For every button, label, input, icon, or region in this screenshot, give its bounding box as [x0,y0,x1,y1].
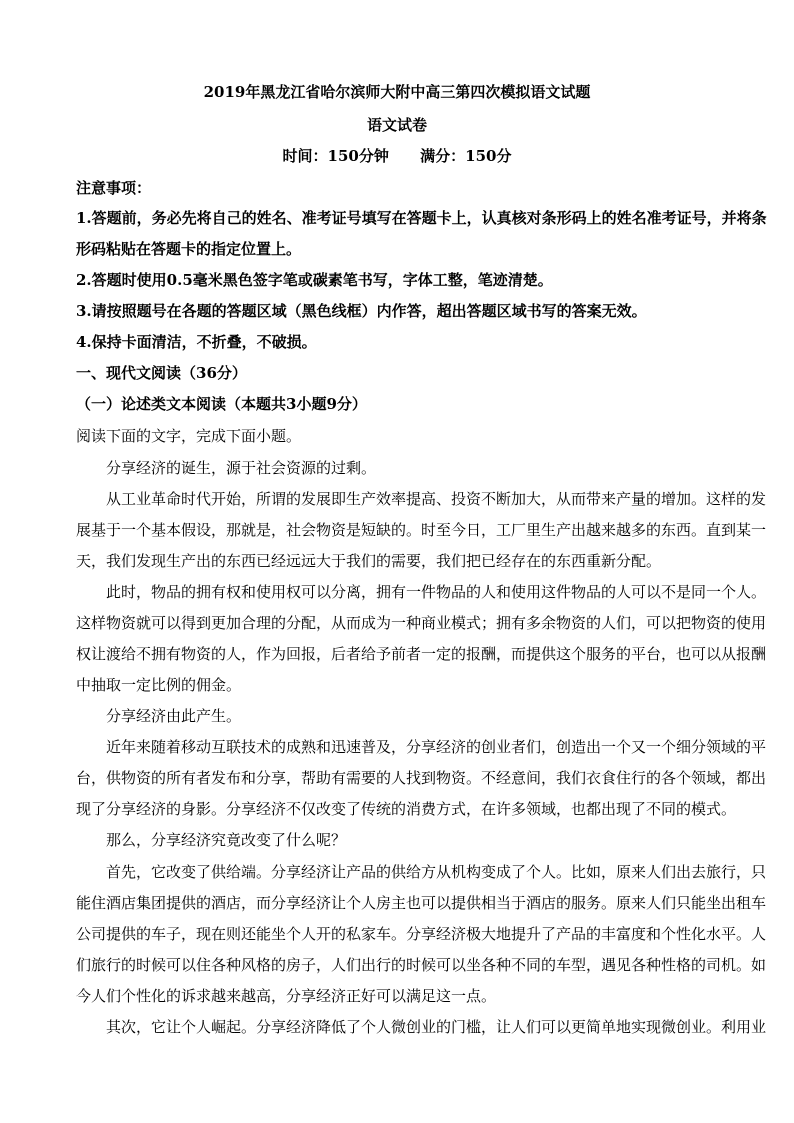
passage-line: 今人们个性化的诉求越来越高，分享经济正好可以满足这一点。 [76,987,497,1005]
section-instruction: 阅读下面的文字，完成下面小题。 [76,427,302,445]
passage-line: 权让渡给不拥有物资的人，作为回报，后者给予前者一定的报酬，而提供这个服务的平台，也可以从报酬 [76,645,767,663]
passage-line: 其次，它让个人崛起。分享经济降低了个人微创业的门槛，让人们可以更简单地实现微创业。利用业 [106,1018,767,1036]
passage-line: 能住酒店集团提供的酒店，而分享经济让个人房主也可以提供相当于酒店的服务。原来人们只能坐出租车 [76,894,767,912]
passage-line: 展基于一个基本假设，那就是，社会物资是短缺的。时至今日，工厂里生产出越来越多的东西。直到某一 [76,521,767,539]
passage-line: 近年来随着移动互联技术的成熟和迅速普及，分享经济的创业者们，创造出一个又一个细分领域的平 [106,738,767,756]
notice-item-2: 2.答题时使用0.5毫米黑色签字笔或碳素笔书写，字体工整，笔迹清楚。 [76,271,553,289]
notice-heading: 注意事项： [76,179,152,197]
passage-line: 首先，它改变了供给端。分享经济让产品的供给方从机构变成了个人。比如，原来人们出去旅行，只 [106,863,767,881]
passage-line: 从工业革命时代开始，所谓的发展即生产效率提高、投资不断加大，从而带来产量的增加。这样的发 [106,490,767,508]
passage-line: 们旅行的时候可以住各种风格的房子，人们出行的时候可以坐各种不同的车型，遇见各种性格的司机。如 [76,956,767,974]
notice-item-4: 4.保持卡面清洁，不折叠，不破损。 [76,333,317,351]
document-title: 2019年黑龙江省哈尔滨师大附中高三第四次模拟语文试题 [203,83,591,101]
passage-line: 天，我们发现生产出的东西已经远远大于我们的需要，我们把已经存在的东西重新分配。 [76,552,662,570]
passage-line: 现了分享经济的身影。分享经济不仅改变了传统的消费方式，在许多领域，也都出现了不同的模式。 [76,800,737,818]
passage-line: 那么，分享经济究竟改变了什么呢？ [106,831,347,849]
notice-item-1: 1.答题前，务必先将自己的姓名、准考证号填写在答题卡上，认真核对条形码上的姓名准考证号，并将条 [76,209,767,227]
passage-line: 中抽取一定比例的佣金。 [76,676,242,694]
section-subheading: （一）论述类文本阅读（本题共3小题9分） [76,395,367,413]
passage-line: 分享经济由此产生。 [106,707,242,725]
passage-line: 公司提供的车子，现在则还能坐个人开的私家车。分享经济极大地提升了产品的丰富度和个性化水平。人 [76,925,767,943]
passage-line: 台，供物资的所有者发布和分享，帮助有需要的人找到物资。不经意间，我们衣食住行的各个领域，都出 [76,769,767,787]
notice-item-1-cont: 形码粘贴在答题卡的指定位置上。 [76,240,302,258]
passage-line: 这样物资就可以得到更加合理的分配，从而成为一种商业模式；拥有多余物资的人们，可以把物资的使用 [76,614,767,632]
section-heading: 一、现代文阅读（36分） [76,364,247,382]
passage-line: 此时，物品的拥有权和使用权可以分离，拥有一件物品的人和使用这件物品的人可以不是同一个人。 [106,583,767,601]
passage-line: 分享经济的诞生，源于社会资源的过剩。 [106,459,377,477]
notice-item-3: 3.请按照题号在各题的答题区域（黑色线框）内作答，超出答题区域书写的答案无效。 [76,302,647,320]
exam-time-info: 时间：150分钟 满分：150分 [282,147,512,165]
document-subtitle: 语文试卷 [366,116,427,134]
